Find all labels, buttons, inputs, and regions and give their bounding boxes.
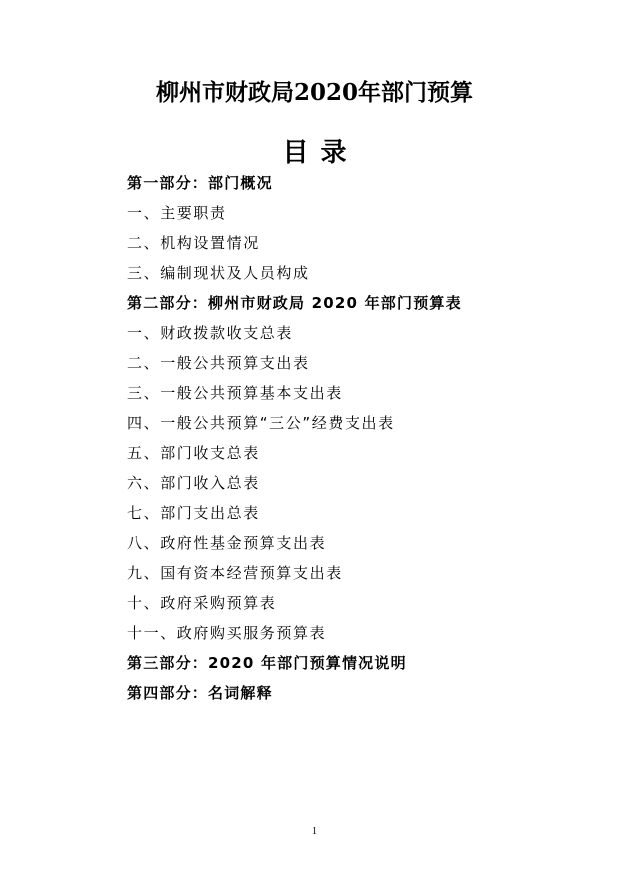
- toc-item: 七、部门支出总表: [127, 504, 260, 522]
- toc-item: 十、政府采购预算表: [127, 594, 277, 612]
- table-of-contents: [127, 168, 547, 708]
- toc-heading: [0, 132, 629, 169]
- toc-item: 四、一般公共预算“三公”经费支出表: [127, 414, 395, 432]
- toc-item: 一、财政拨款收支总表: [127, 324, 294, 342]
- toc-item: 二、一般公共预算支出表: [127, 354, 310, 372]
- toc-part-1: 第一部分：部门概况: [127, 174, 273, 192]
- toc-part-3: 第三部分：2020 年部门预算情况说明: [127, 654, 407, 672]
- toc-item: 六、部门收入总表: [127, 474, 260, 492]
- toc-item: 十一、政府购买服务预算表: [127, 624, 327, 642]
- toc-item: 二、机构设置情况: [127, 234, 260, 252]
- toc-item: 九、国有资本经营预算支出表: [127, 564, 343, 582]
- toc-part-4: 第四部分：名词解释: [127, 684, 273, 702]
- toc-heading-text: 目录: [282, 138, 359, 168]
- toc-item: 一、主要职责: [127, 204, 227, 222]
- document-title: 柳州市财政局2020年部门预算: [155, 79, 473, 106]
- page-number: 1: [312, 826, 317, 837]
- toc-item: 三、一般公共预算基本支出表: [127, 384, 343, 402]
- toc-item: 八、政府性基金预算支出表: [127, 534, 327, 552]
- toc-part-2: 第二部分：柳州市财政局 2020 年部门预算表: [127, 294, 462, 312]
- toc-item: 三、编制现状及人员构成: [127, 264, 310, 282]
- toc-item: 五、部门收支总表: [127, 444, 260, 462]
